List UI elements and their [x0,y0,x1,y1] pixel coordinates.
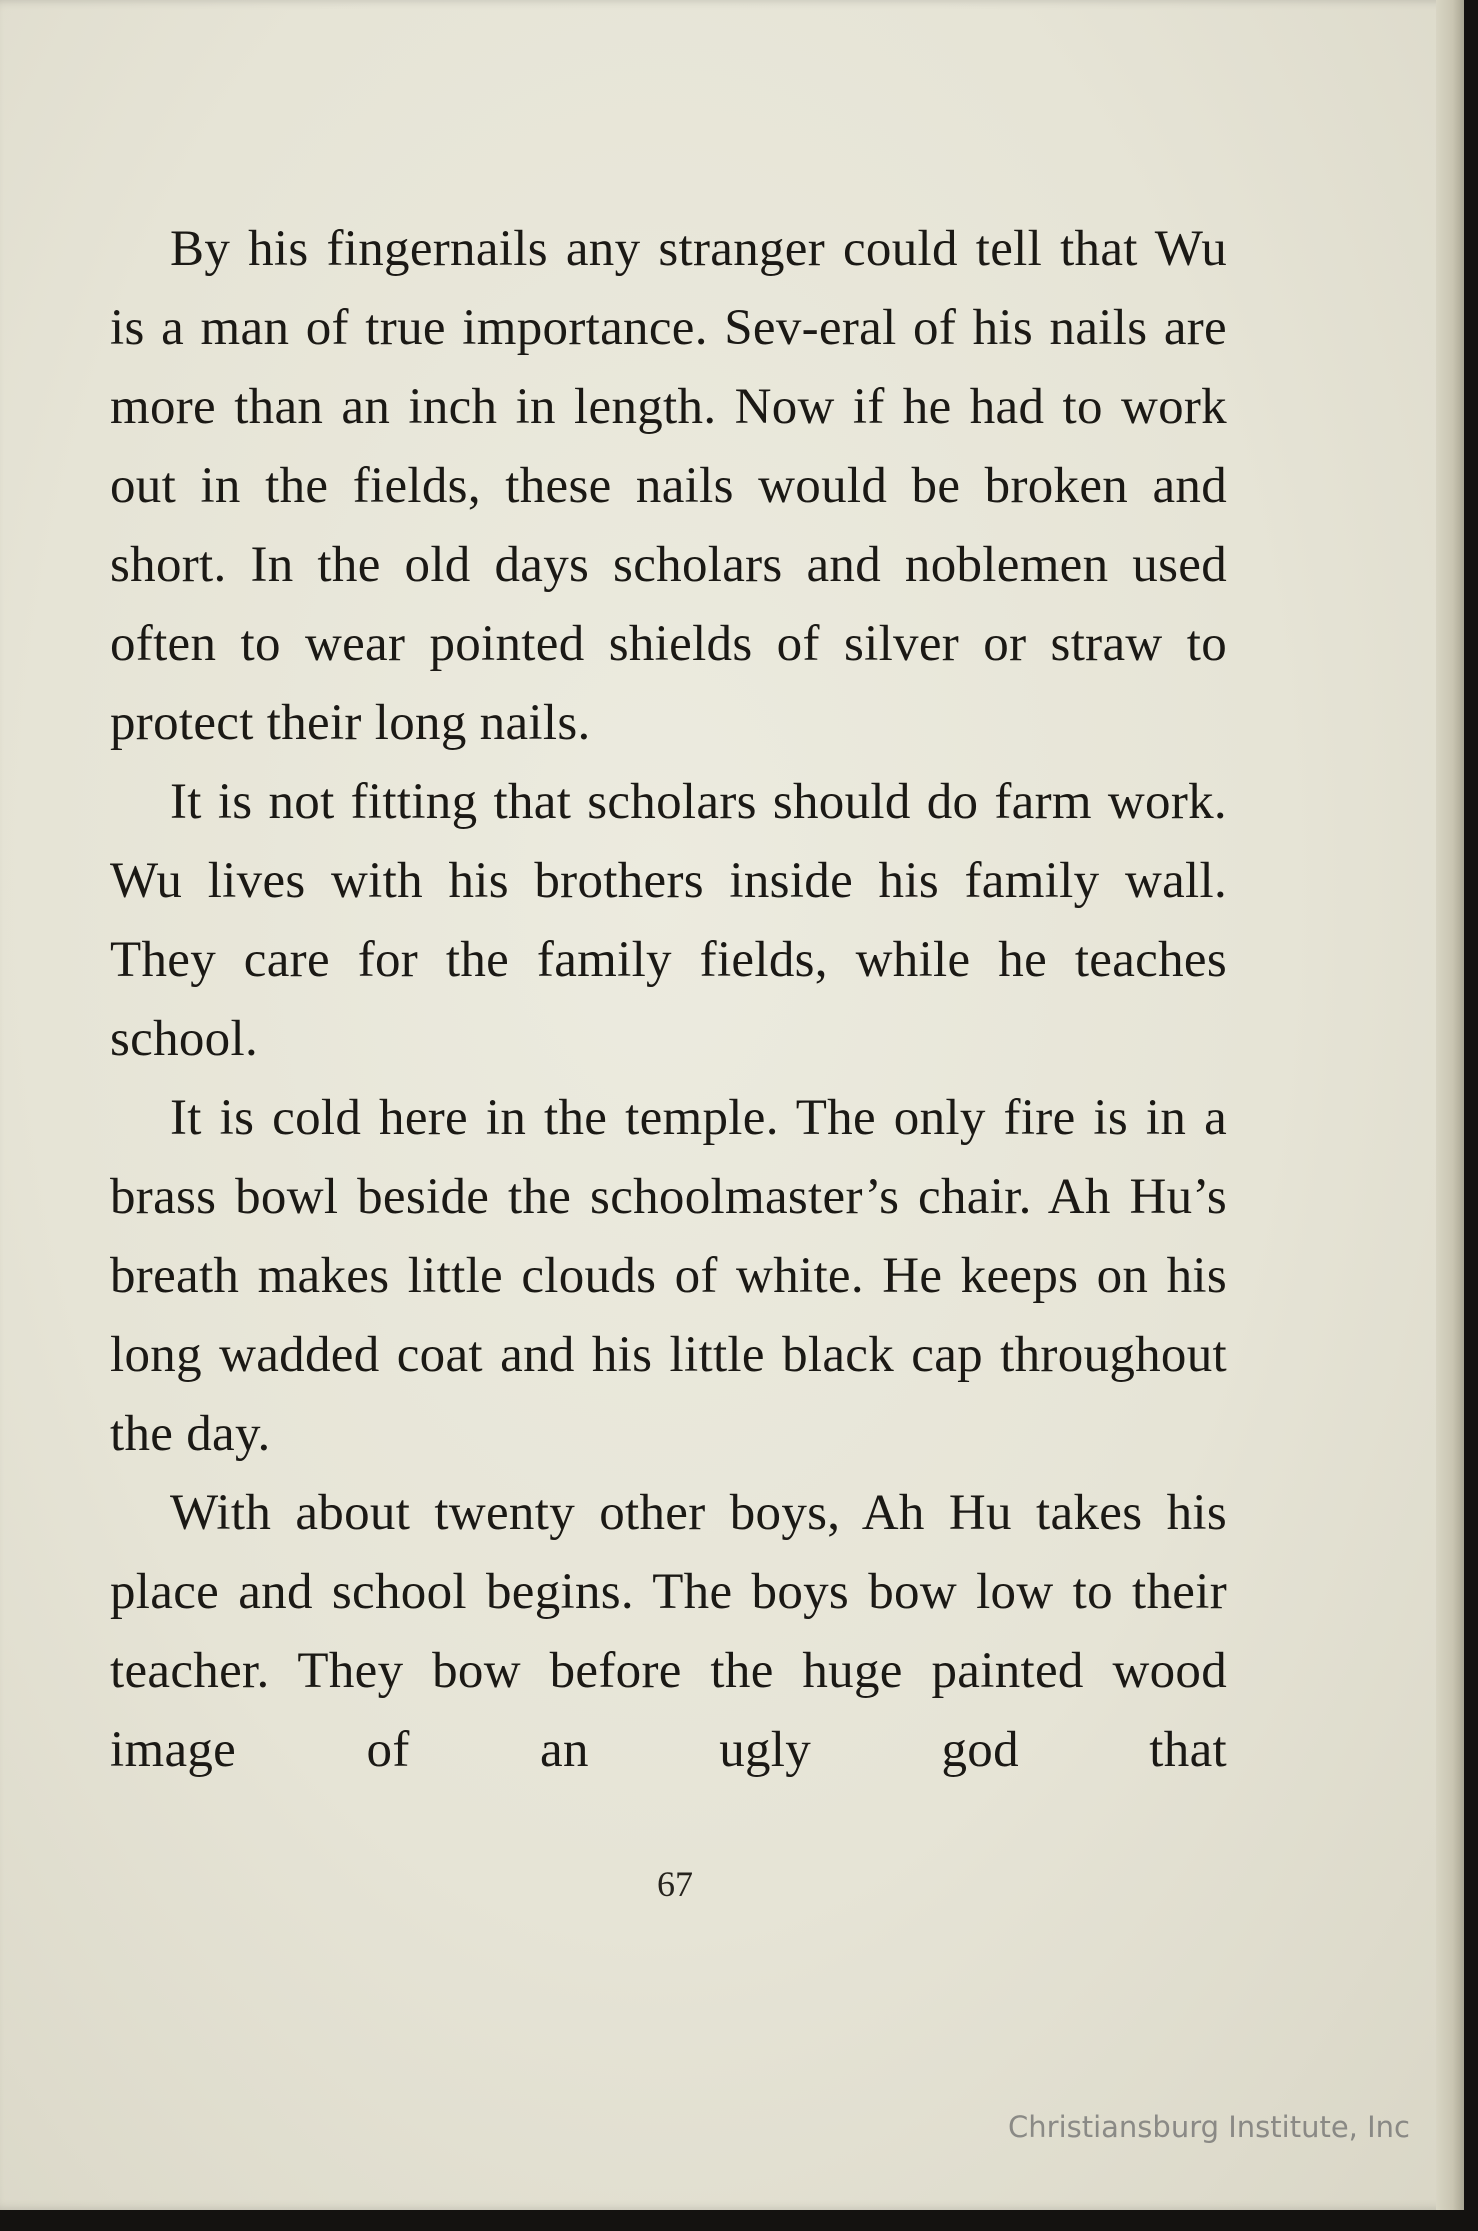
watermark: Christiansburg Institute, Inc [1008,2110,1410,2144]
paragraph-1: By his fingernails any stranger could tell that Wu is a man of true importance. Sev-eral of his nails are more than an inch in length. Now if he had to work out in the fields, these nails would be broken and short. In the old days scholars and noblemen used often to wear pointed shields of silver or straw to protect their long nails. [110,221,1227,751]
body-text [110,210,1227,1790]
paragraph-4: With about twenty other boys, Ah Hu takes his place and school begins. The boys bow low to their teacher. They bow before the huge painted wood image of an ugly god that [110,1485,1227,1778]
paragraph-2: It is not fitting that scholars should do farm work. Wu lives with his brothers inside his family wall. They care for the family fields, while he teaches school. [110,774,1227,1067]
page-number: 67 [657,1864,693,1904]
page-edge [1436,0,1464,2210]
paragraph-3: It is cold here in the temple. The only fire is in a brass bowl beside the schoolmaster’s chair. Ah Hu’s breath makes little clouds of white. He keeps on his long wadded coat and his little black cap throughout the day. [110,1090,1227,1462]
